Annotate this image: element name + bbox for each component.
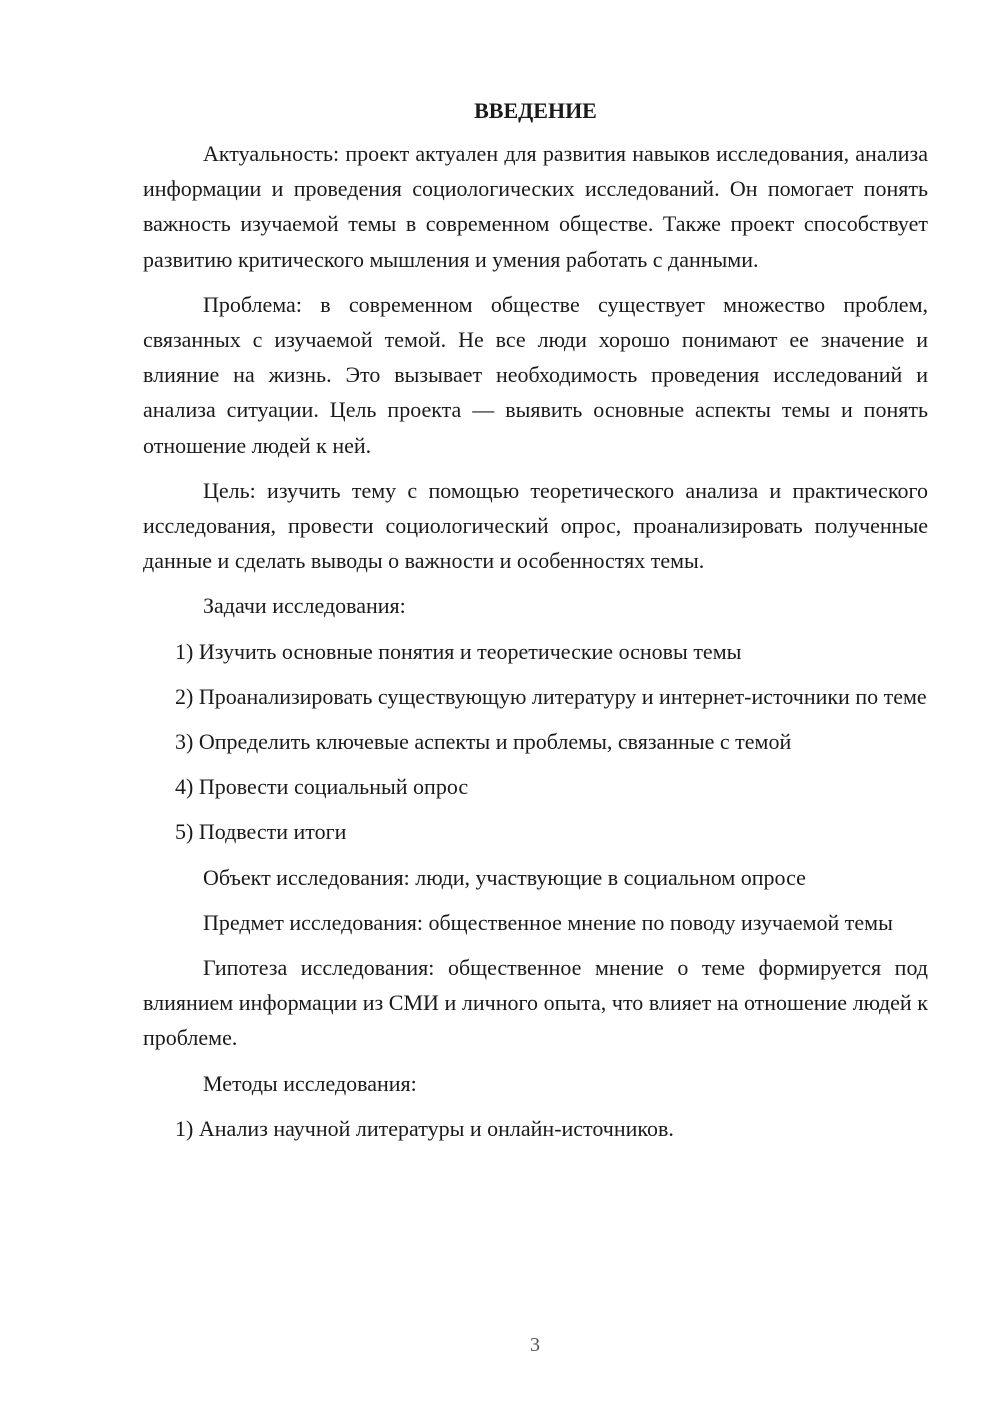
task-item-2: 2) Проанализировать существующую литературу и интернет-источники по теме: [175, 683, 927, 709]
relevance-paragraph: Актуальность: проект актуален для развития навыков исследования, анализа информации и проведения социологических исследований. Он помогает понять важность изучаемой темы в современном обществе. Также проект способствует развитию критического мышления и умения работать с данными.: [143, 141, 928, 272]
page-content: [143, 96, 928, 1156]
method-item-1: 1) Анализ научной литературы и онлайн-источников.: [175, 1115, 674, 1141]
object-paragraph: Объект исследования: люди, участвующие в социальном опросе: [203, 864, 806, 890]
task-item-3: 3) Определить ключевые аспекты и проблемы, связанные с темой: [175, 729, 792, 755]
subject-paragraph: Предмет исследования: общественное мнение по поводу изучаемой темы: [203, 909, 893, 935]
methods-heading: Методы исследования:: [203, 1070, 417, 1096]
goal-paragraph: Цель: изучить тему с помощью теоретического анализа и практического исследования, провести социологический опрос, проанализировать полученные данные и сделать выводы о важности и особенностях темы.: [143, 477, 928, 574]
task-item-5: 5) Подвести итоги: [175, 819, 347, 845]
problem-paragraph: Проблема: в современном обществе существует множество проблем, связанных с изучаемой темой. Не все люди хорошо понимают ее значение и влияние на жизнь. Это вызывает необходимость проведения исследований и анализа ситуации. Цель проекта — выявить основные аспекты темы и понять отношение людей к ней.: [143, 291, 928, 458]
task-item-1: 1) Изучить основные понятия и теоретические основы темы: [175, 638, 742, 664]
hypothesis-paragraph: Гипотеза исследования: общественное мнение о теме формируется под влиянием информации из СМИ и личного опыта, что влияет на отношение людей к проблеме.: [143, 955, 928, 1051]
task-item-4: 4) Провести социальный опрос: [175, 774, 469, 800]
page-number: 3: [530, 1334, 540, 1356]
tasks-heading: Задачи исследования:: [203, 593, 406, 619]
page-title: ВВЕДЕНИЕ: [474, 98, 597, 123]
